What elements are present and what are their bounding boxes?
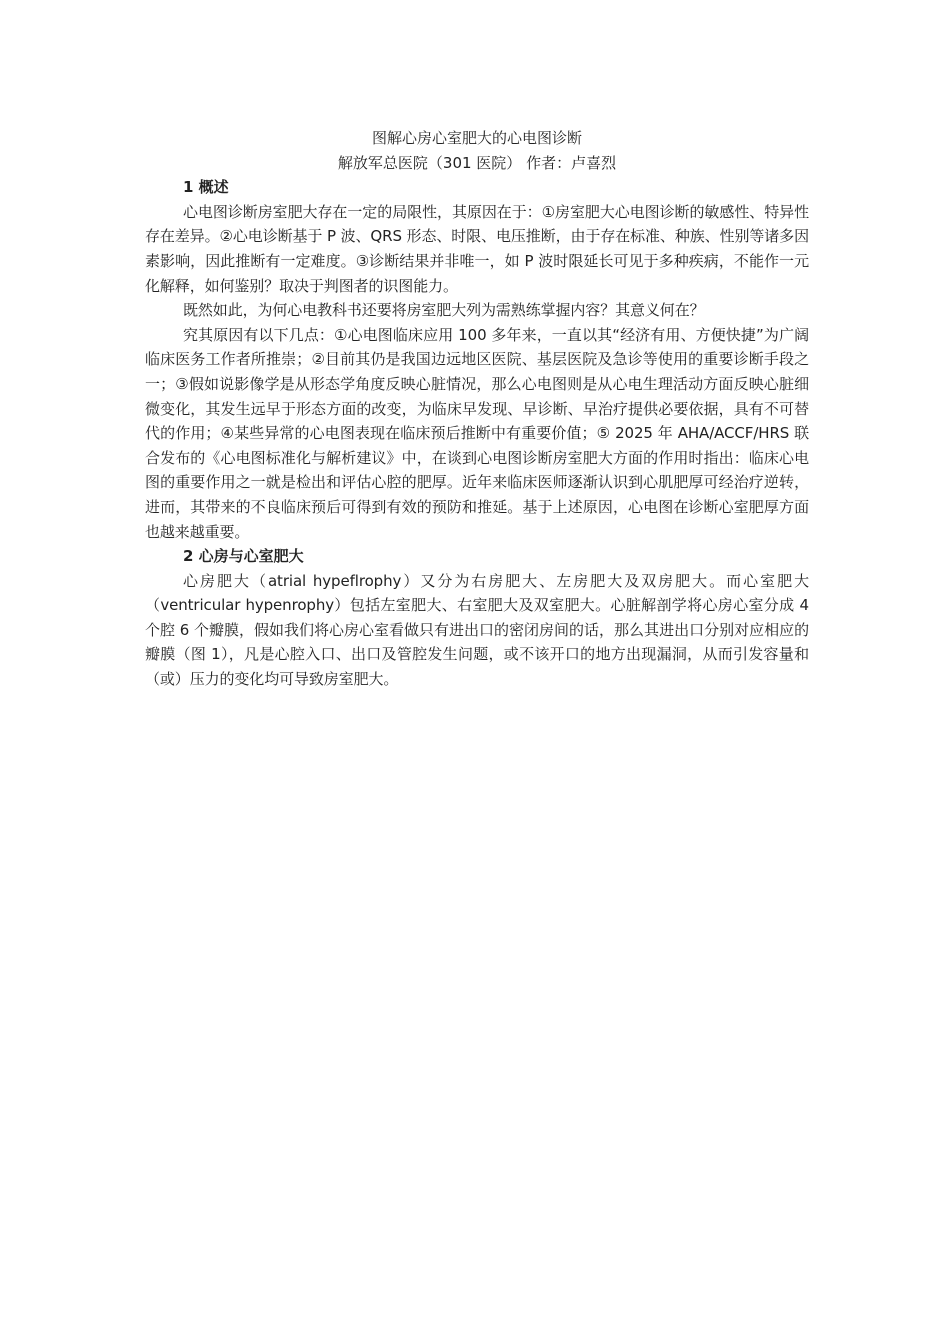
- document-byline: 解放军总医院（301 医院） 作者：卢喜烈: [337, 153, 617, 172]
- paragraph: 心电图诊断房室肥大存在一定的局限性，其原因在于：①房室肥大心电图诊断的敏感性、特异性存在差异。②心电诊断基于 P 波、QRS 形态、时限、电压推断，由于存在标准、种族、性别等诸多因素影响，因此推断有一定难度。③诊断结果并非唯一，如 P 波时限延长可见于多种疾病，不能作一元化解释，如何鉴别？取决于判图者的识图能力。: [145, 202, 809, 295]
- document-page: [145, 126, 809, 692]
- paragraph: 究其原因有以下几点：①心电图临床应用 100 多年来，一直以其“经济有用、方便快捷”为广阔临床医务工作者所推崇；②目前其仍是我国边远地区医院、基层医院及急诊等使用的重要诊断手段之一；③假如说影像学是从形态学角度反映心脏情况，那么心电图则是从心电生理活动方面反映心脏细微变化，其发生远早于形态方面的改变，为临床早发现、早诊断、早治疗提供必要依据，具有不可替代的作用；④某些异常的心电图表现在临床预后推断中有重要价值；⑤ 2025 年 AHA/ACCF/HRS 联合发布的《心电图标准化与解析建议》中，在谈到心电图诊断房室肥大方面的作用时指出：临床心电图的重要作用之一就是检出和评估心腔的肥厚。近年来临床医师逐渐认识到心肌肥厚可经治疗逆转，进而，其带来的不良临床预后可得到有效的预防和推延。基于上述原因，心电图在诊断心室肥厚方面也越来越重要。: [145, 325, 809, 541]
- section-heading-atrial-ventricular-hypertrophy: 2 心房与心室肥大: [183, 547, 304, 566]
- paragraph: 心房肥大（atrial hypeflrophy）又分为右房肥大、左房肥大及双房肥大。而心室肥大（ventricular hypenrophy）包括左室肥大、右室肥大及双室肥大。心脏解剖学将心房心室分成 4 个腔 6 个瓣膜，假如我们将心房心室看做只有进出口的密闭房间的话，那么其进出口分别对应相应的瓣膜（图 1），凡是心腔入口、出口及管腔发生问题，或不该开口的地方出现漏洞，从而引发容量和（或）压力的变化均可导致房室肥大。: [145, 571, 809, 689]
- paragraph: 既然如此，为何心电教科书还要将房室肥大列为需熟练掌握内容？其意义何在？: [183, 301, 705, 320]
- document-title: 图解心房心室肥大的心电图诊断: [371, 129, 582, 147]
- section-heading-overview: 1 概述: [183, 178, 229, 197]
